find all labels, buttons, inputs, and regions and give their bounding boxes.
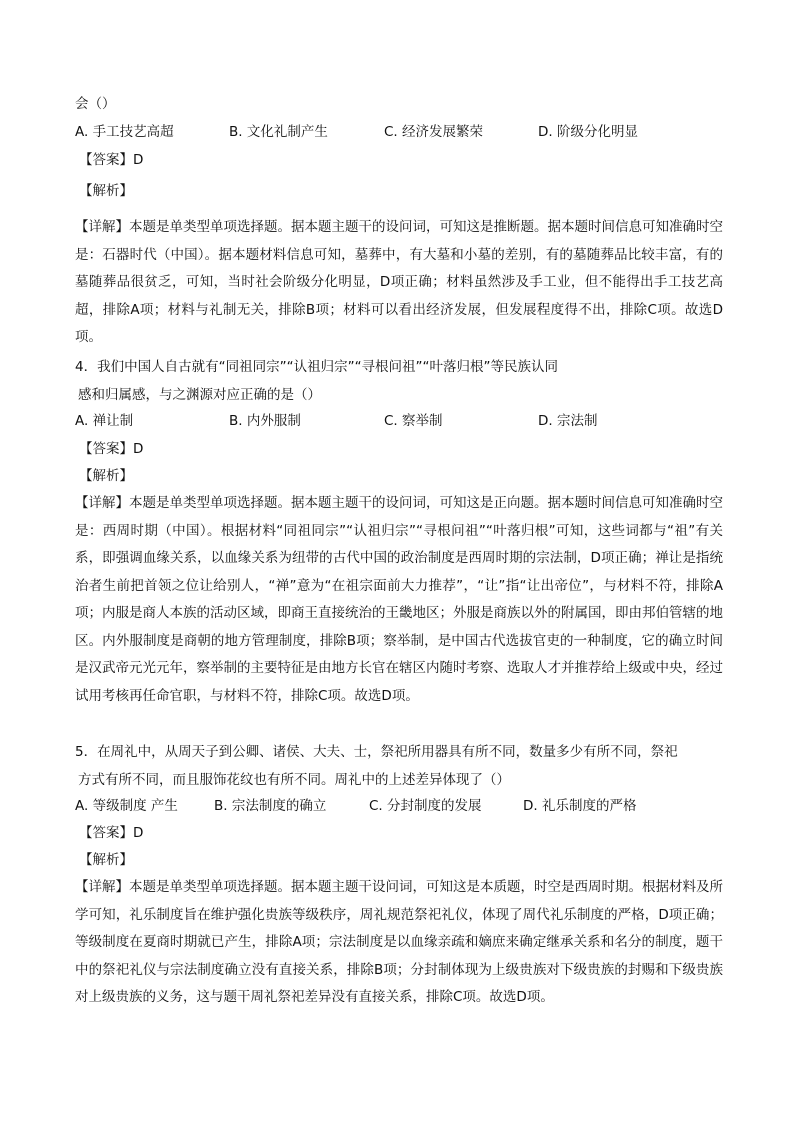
q3-detail: 【详解】本题是单类型单项选择题。据本题主题干的设问词，可知这是推断题。据本题时间信息可知准确时空是：石器时代（中国）。据本题材料信息可知，墓葬中，有大墓和小墓的差别，有的墓随葬品比较丰富，有的墓随葬品很贫乏，可知，当时社会阶级分化明显，D项正确；材料虽然涉及手工业，但不能得出手工技艺高超，排除A项；材料与礼制无关，排除B项；材料可以看出经济发展，但发展程度得不出，排除C项。故选D项。 bbox=[75, 219, 723, 345]
q5-option-c: C. 分封制度的发展 bbox=[369, 798, 482, 814]
q5-stem-line1: 5．在周礼中，从周天子到公卿、诸侯、大夫、士，祭祀所用器具有所不同，数量多少有所不同，祭祀 bbox=[75, 744, 678, 760]
q5-option-a: A. 等级制度 产生 bbox=[75, 798, 178, 814]
q4-option-d: D. 宗法制 bbox=[538, 413, 598, 429]
q3-options bbox=[75, 122, 723, 142]
q3-answer: 【答案】D bbox=[79, 152, 144, 168]
q4-option-b: B. 内外服制 bbox=[229, 413, 301, 429]
q4-stem-line1: 4．我们中国人自古就有“同祖同宗”“认祖归宗”“寻根问祖”“叶落归根”等民族认同 bbox=[75, 359, 559, 375]
q3-option-b: B. 文化礼制产生 bbox=[229, 124, 328, 140]
q5-detail: 【详解】本题是单类型单项选择题。据本题主题干设问词，可知这是本质题，时空是西周时期。根据材料及所学可知，礼乐制度旨在维护强化贵族等级秩序，周礼规范祭祀礼仪，体现了周代礼乐制度的严格，D项正确；等级制度在夏商时期就已产生，排除A项；宗法制度是以血缘亲疏和嫡庶来确定继承关系和名分的制度，题干中的祭祀礼仪与宗法制度确立没有直接关系，排除B项；分封制体现为上级贵族对下级贵族的封赐和下级贵族对上级贵族的义务，这与题干周礼祭祀差异没有直接关系，排除C项。故选D项。 bbox=[75, 879, 723, 1005]
q5-option-d: D. 礼乐制度的严格 bbox=[523, 798, 637, 814]
q5-stem bbox=[75, 739, 723, 794]
q5-answer: 【答案】D bbox=[79, 825, 144, 841]
q4-stem-line2: 感和归属感，与之渊源对应正确的是（） bbox=[78, 386, 321, 403]
q3-option-c: C. 经济发展繁荣 bbox=[384, 124, 484, 140]
q3-analysis-label: 【解析】 bbox=[79, 183, 133, 199]
q5-option-b: B. 宗法制度的确立 bbox=[214, 798, 327, 814]
q5-stem-line2: 方式有所不同，而且服饰花纹也有所不同。周礼中的上述差异体现了（） bbox=[78, 771, 510, 788]
q4-options bbox=[75, 411, 723, 431]
q4-detail: 【详解】本题是单类型单项选择题。据本题主题干的设问词，可知这是正向题。据本题时间信息可知准确时空是：西周时期（中国）。根据材料“同祖同宗”“认祖归宗”“寻根问祖”“叶落归根”可知，这些词都与“祖”有关系，即强调血缘关系，以血缘关系为纽带的古代中国的政治制度是西周时期的宗法制，D项正确；禅让是指统治者生前把首领之位让给别人，“禅”意为“在祖宗面前大力推荐”，“让”指“让出帝位”，与材料不符，排除A项；内服是商人本族的活动区域，即商王直接统治的王畿地区；外服是商族以外的附属国，即由邦伯管辖的地区。内外服制度是商朝的地方管理制度，排除B项；察举制，是中国古代选拔官吏的一种制度，它的确立时间是汉武帝元光元年，察举制的主要特征是由地方长官在辖区内随时考察、选取人才并推荐给上级或中央，经过试用考核再任命官职，与材料不符，排除C项。故选D项。 bbox=[75, 495, 723, 704]
q3-option-d: D. 阶级分化明显 bbox=[538, 124, 638, 140]
q4-stem bbox=[75, 354, 723, 409]
q3-option-a: A. 手工技艺高超 bbox=[75, 124, 174, 140]
q4-option-c: C. 察举制 bbox=[384, 413, 443, 429]
q5-options bbox=[75, 796, 723, 816]
q4-option-a: A. 禅让制 bbox=[75, 413, 134, 429]
q5-analysis-label: 【解析】 bbox=[79, 852, 133, 868]
q4-answer: 【答案】D bbox=[79, 441, 144, 457]
q4-analysis-label: 【解析】 bbox=[79, 468, 133, 484]
q3-stem-tail: 会（） bbox=[75, 96, 116, 112]
